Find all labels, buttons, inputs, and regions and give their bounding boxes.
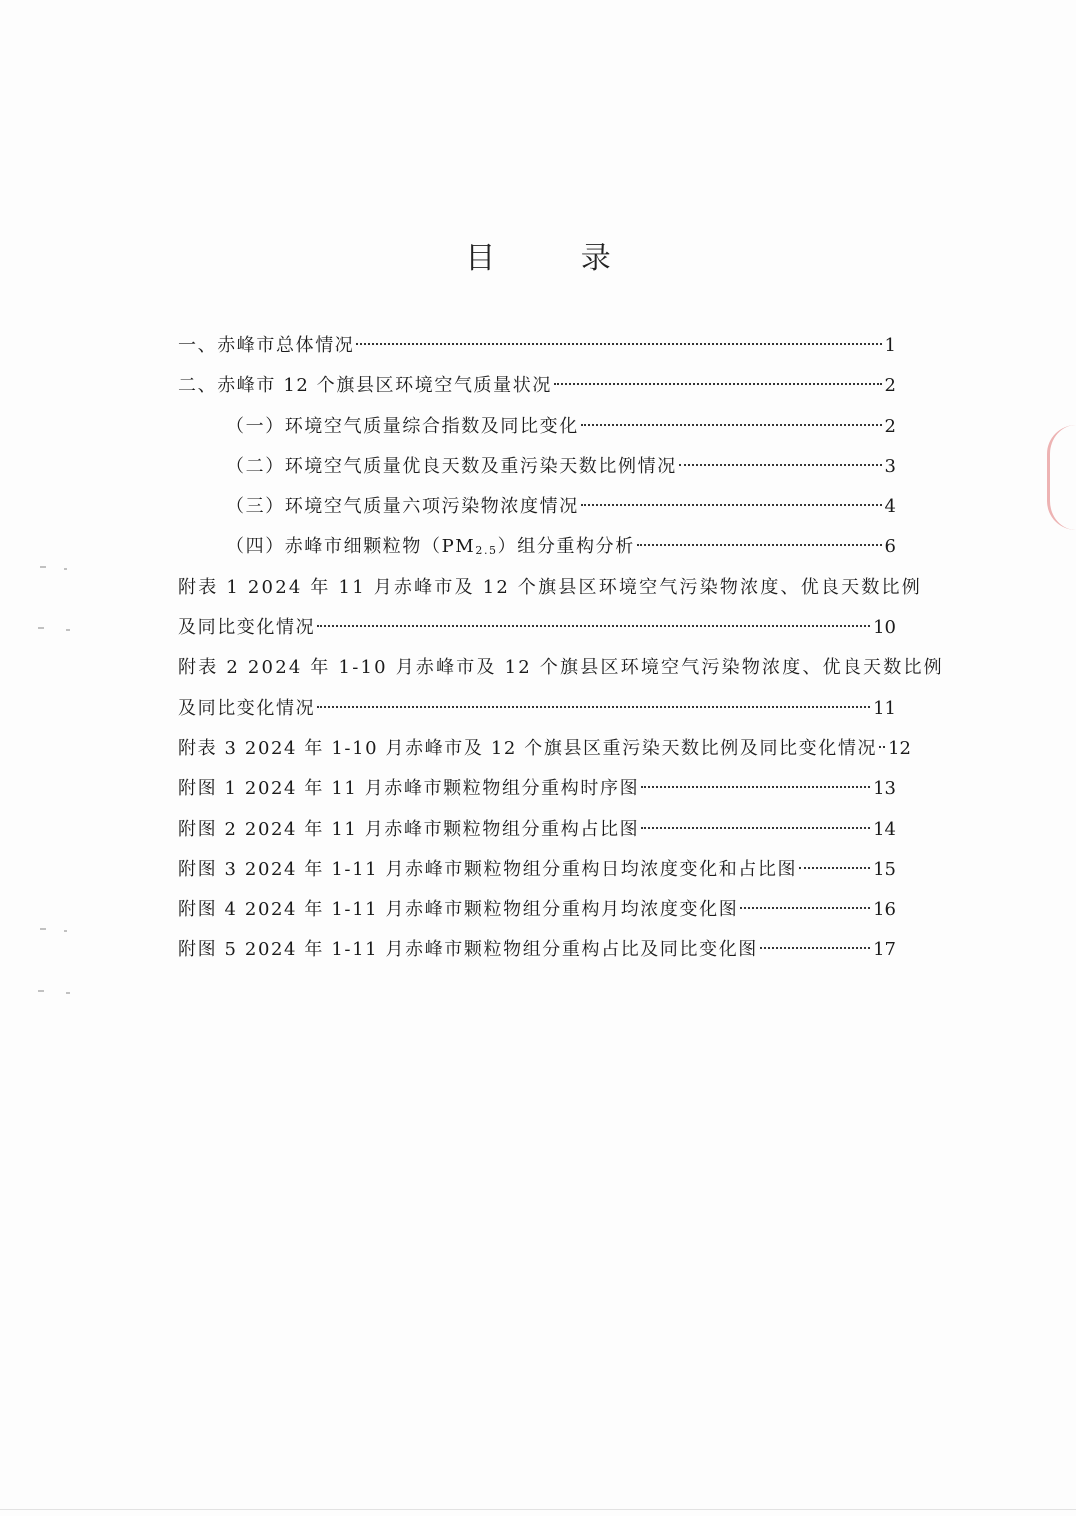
- toc-entry[interactable]: [178, 769, 896, 809]
- toc-page-number: 15: [873, 858, 896, 880]
- dot-leader: [356, 343, 881, 345]
- toc-entry-label: 二、赤峰市 12 个旗县区环境空气质量状况: [178, 375, 552, 397]
- binding-hole-mark: [40, 566, 46, 568]
- dot-leader: [641, 786, 870, 788]
- toc-page-number: 10: [873, 617, 896, 639]
- toc-page-number: 16: [873, 899, 896, 921]
- toc-entry-label: （二）环境空气质量优良天数及重污染天数比例情况: [226, 455, 677, 477]
- dot-leader: [317, 706, 870, 708]
- toc-label-part: （四）赤峰市细颗粒物（PM: [226, 536, 476, 558]
- toc-page-number: 17: [873, 939, 896, 961]
- toc-entry[interactable]: [178, 527, 896, 567]
- toc-page-number: 13: [873, 778, 896, 800]
- toc-entry-label: [226, 527, 635, 567]
- dot-leader: [740, 907, 870, 909]
- dot-leader: [581, 504, 882, 506]
- scan-edge-line: [0, 1509, 1076, 1510]
- toc-entry-label: 附图 2 2024 年 11 月赤峰市颗粒物组分重构占比图: [178, 818, 640, 840]
- toc-entry-label: 附图 4 2024 年 1-11 月赤峰市颗粒物组分重构月均浓度变化图: [178, 899, 739, 921]
- toc-entry[interactable]: [178, 366, 896, 406]
- toc-entry-label: （一）环境空气质量综合指数及同比变化: [226, 415, 579, 437]
- page-title: 目 录: [465, 241, 649, 276]
- toc-entry[interactable]: [178, 487, 896, 527]
- toc-page-number: 2: [884, 415, 896, 437]
- dot-leader: [581, 424, 882, 426]
- toc-entry-continuation[interactable]: [178, 608, 896, 648]
- toc-entry-label: 附表 3 2024 年 1-10 月赤峰市及 12 个旗县区重污染天数比例及同比变化情况: [178, 737, 878, 759]
- dot-leader: [637, 544, 882, 546]
- toc-page-number: 3: [884, 455, 896, 477]
- seal-stamp-edge: [1047, 425, 1076, 530]
- toc-entry-label: 一、赤峰市总体情况: [178, 335, 355, 356]
- toc-entry[interactable]: [178, 729, 911, 769]
- toc-entry-label: 附表 1 2024 年 11 月赤峰市及 12 个旗县区环境空气污染物浓度、优良天数比例: [178, 576, 922, 598]
- toc-label-part: ）组分重构分析: [497, 536, 635, 558]
- toc-page-number: 11: [873, 697, 896, 719]
- toc-entry[interactable]: [178, 568, 922, 608]
- dot-leader: [317, 625, 870, 627]
- toc-entry-label: （三）环境空气质量六项污染物浓度情况: [226, 496, 579, 518]
- dot-leader: [879, 746, 885, 748]
- toc-entry[interactable]: [178, 407, 896, 447]
- toc-entry-label: 附表 2 2024 年 1-10 月赤峰市及 12 个旗县区环境空气污染物浓度、优良天数比例: [178, 657, 944, 679]
- toc-page-number: 14: [873, 818, 896, 840]
- toc-entry-continuation[interactable]: [178, 689, 896, 729]
- dot-leader: [641, 827, 870, 829]
- binding-hole-mark: [64, 568, 67, 570]
- toc-page-number: 12: [888, 737, 911, 759]
- binding-hole-mark: [40, 928, 46, 930]
- pm-subscript: 2.5: [475, 544, 498, 558]
- toc-page-number: 1: [884, 335, 896, 356]
- toc-entry[interactable]: [178, 890, 896, 930]
- dot-leader: [799, 867, 870, 869]
- toc-page-number: 4: [884, 496, 896, 518]
- binding-hole-mark: [64, 930, 67, 932]
- toc-entry-label: 附图 5 2024 年 1-11 月赤峰市颗粒物组分重构占比及同比变化图: [178, 939, 758, 961]
- table-of-contents: [178, 326, 944, 971]
- toc-entry[interactable]: [178, 326, 896, 366]
- toc-entry-label: 及同比变化情况: [178, 617, 316, 639]
- dot-leader: [760, 947, 870, 949]
- toc-page-number: 6: [884, 536, 896, 558]
- dot-leader: [554, 383, 882, 385]
- binding-hole-mark: [66, 629, 70, 631]
- toc-entry[interactable]: [178, 850, 896, 890]
- binding-hole-mark: [66, 992, 70, 994]
- toc-entry-label: 附图 3 2024 年 1-11 月赤峰市颗粒物组分重构日均浓度变化和占比图: [178, 858, 798, 880]
- toc-entry-label: 附图 1 2024 年 11 月赤峰市颗粒物组分重构时序图: [178, 778, 640, 800]
- toc-page-number: 2: [884, 375, 896, 397]
- toc-entry-label: 及同比变化情况: [178, 697, 316, 719]
- toc-entry[interactable]: [178, 447, 896, 487]
- dot-leader: [679, 464, 882, 466]
- binding-hole-mark: [38, 627, 44, 629]
- toc-entry[interactable]: [178, 930, 896, 970]
- binding-hole-mark: [38, 990, 44, 992]
- toc-entry[interactable]: [178, 810, 896, 850]
- toc-entry[interactable]: [178, 648, 944, 688]
